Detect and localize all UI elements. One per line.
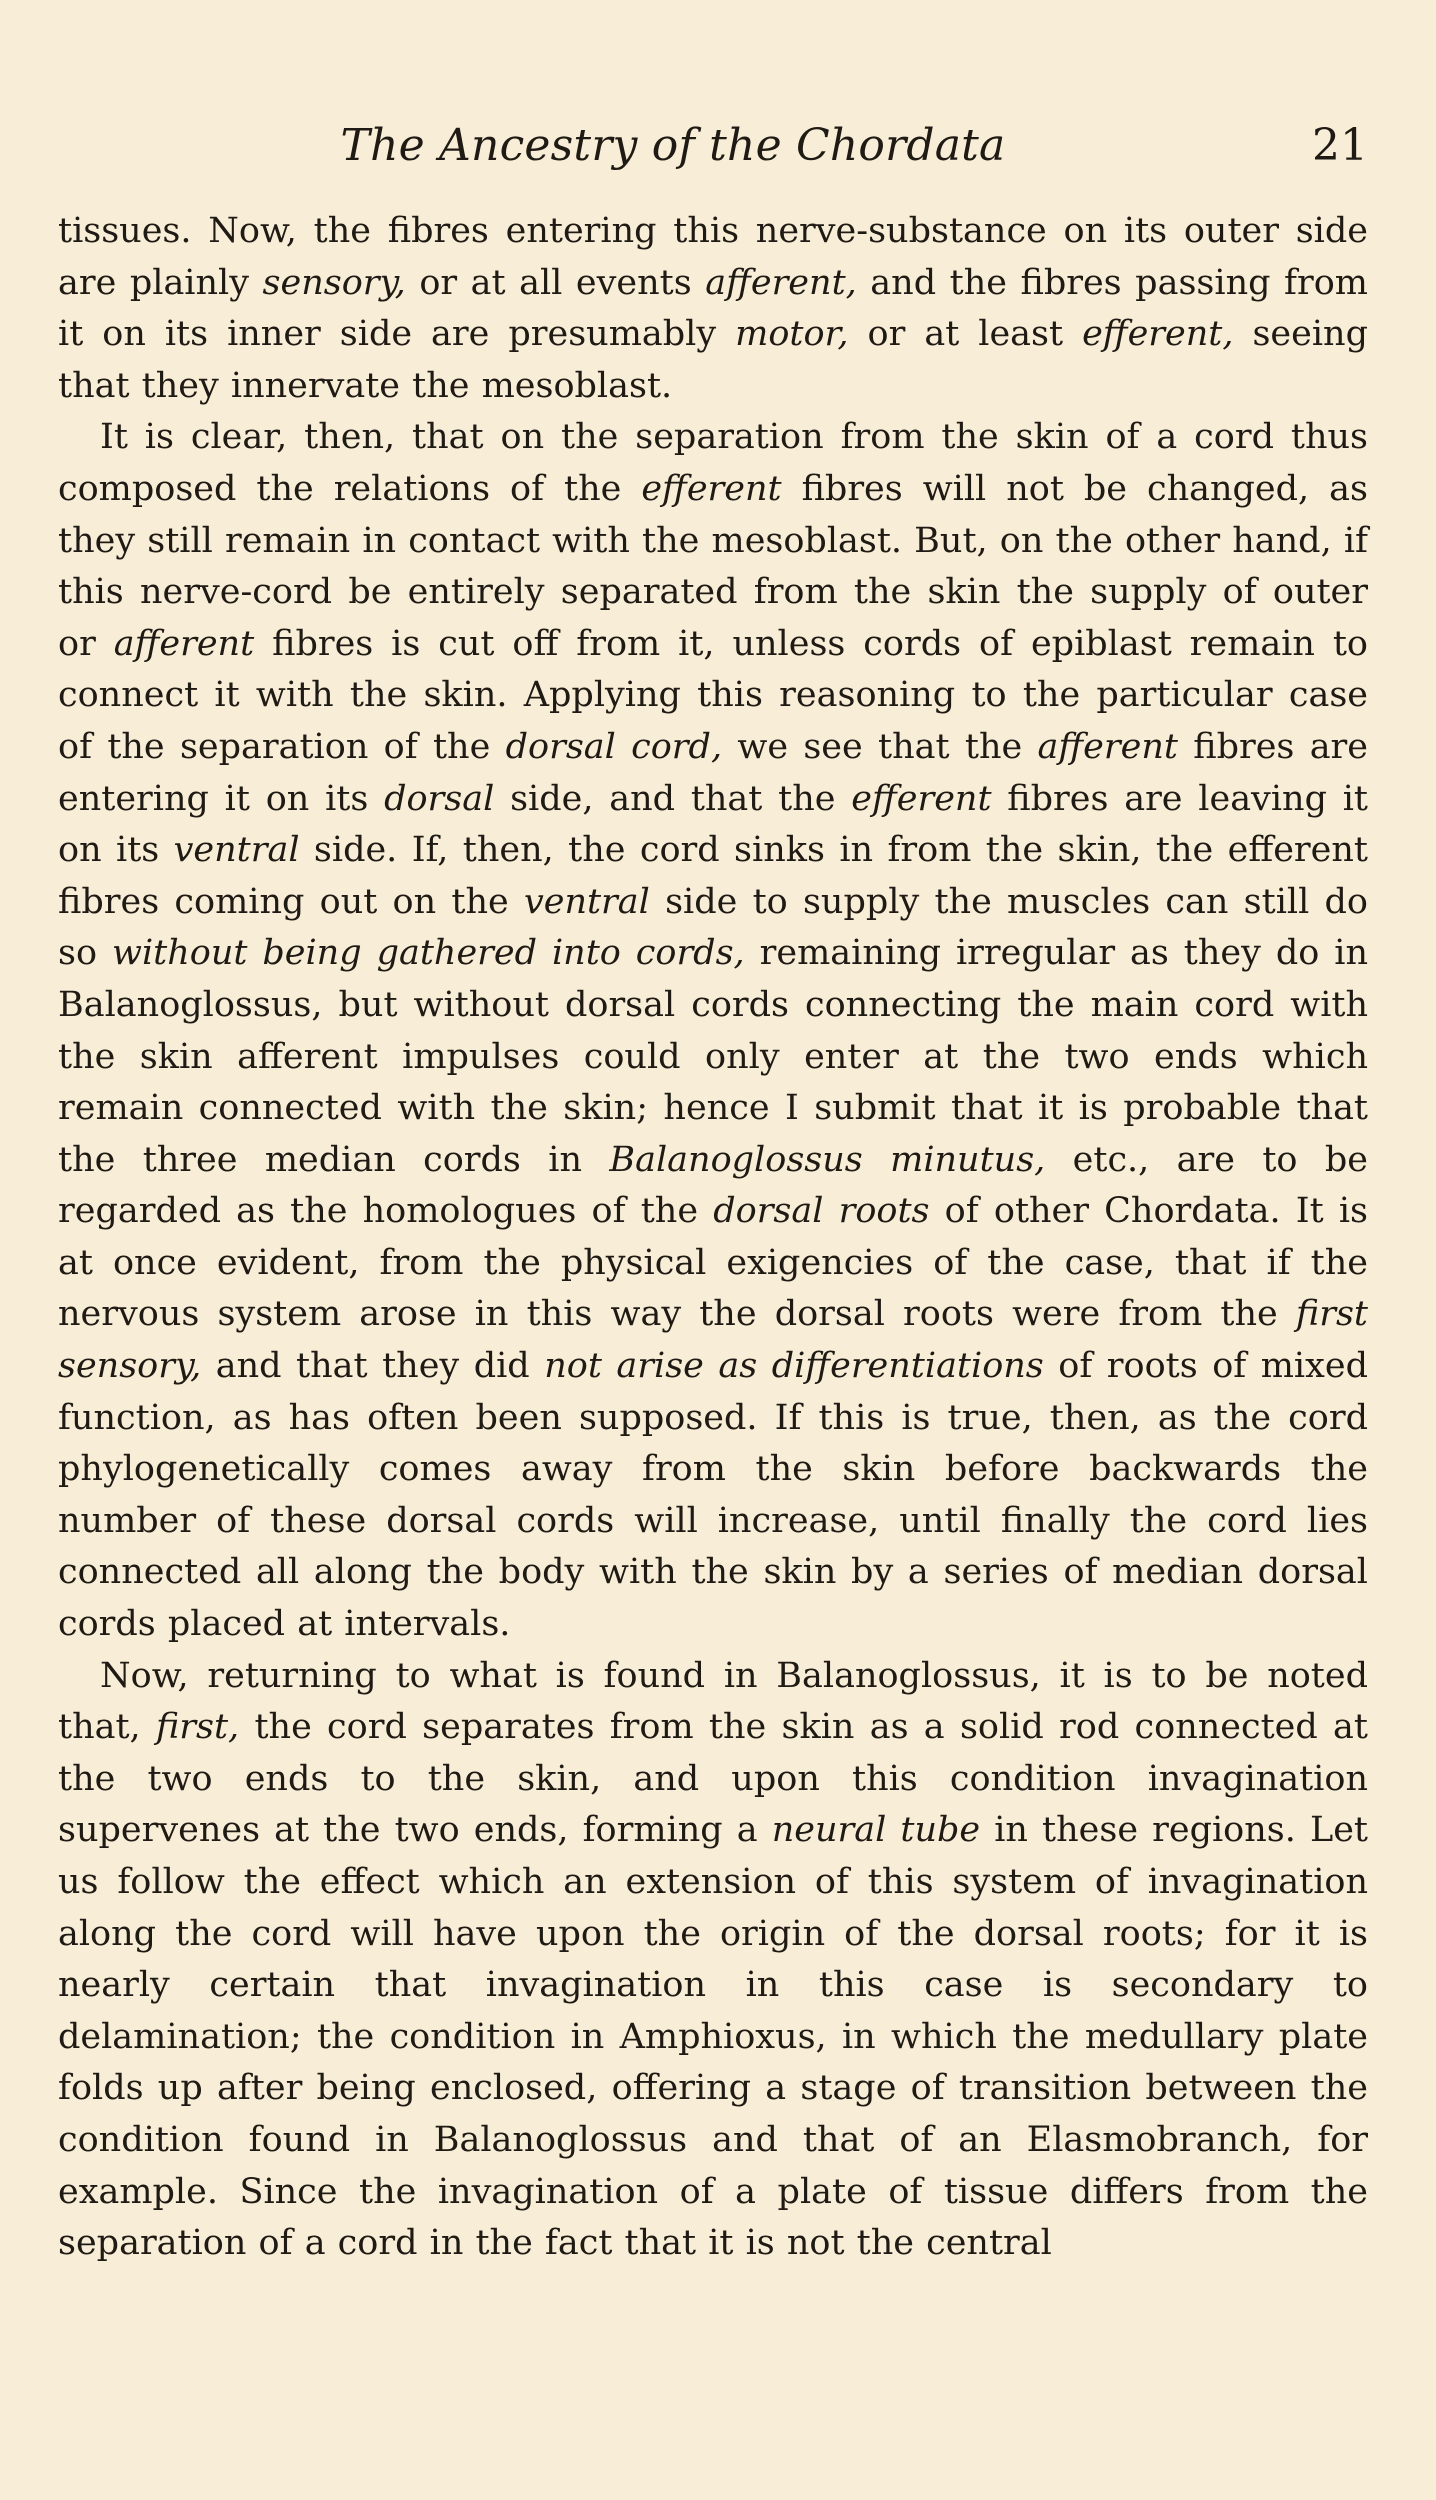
italic-phrase: dorsal roots: [713, 1191, 930, 1232]
text-run: side, and that the: [494, 778, 852, 819]
text-run: remaining irregular as they do in Balanoglossus, but without dorsal cords connecting the main cord with the skin afferent impulses could only enter at the two ends which remain connected with the skin; hence I submit that it is probable that the three median cords in: [58, 933, 1368, 1180]
italic-phrase: without being gathered into cords,: [111, 933, 745, 974]
running-title: The Ancestry of the Chordata: [340, 120, 1006, 171]
text-run: It is clear, then, that on the separation from the skin of a cord thus composed the relations of the: [58, 417, 1368, 509]
text-run: etc., are to be regarded as the homologues of the: [58, 1139, 1369, 1232]
text-run: side to supply the muscles can still do so: [58, 881, 1368, 974]
text-run: the cord separates from the skin as a solid rod connected at the two ends to the skin, and upon this condition invagination supervenes at the two ends, forming a: [58, 1707, 1368, 1851]
text-run: seeing that they innervate the mesoblast.: [58, 314, 1368, 406]
text-run: in these regions. Let us follow the effect which an extension of this system of invagination along the cord will have upon the origin of the dorsal roots; for it is nearly certain that invagination in this case is secondary to delamination; the condition in Amphioxus, in which the medullary plate folds up after being enclosed, offering a stage of transition between the condition found in Balanoglossus and that of an Elasmobranch, for example. Since the invagination of a plate of tissue differs from the separation of a cord in the fact that it is not the central: [58, 1810, 1368, 2264]
text-run: fibres are leaving it on its: [58, 778, 1369, 871]
paragraph-1: [58, 206, 1368, 412]
italic-phrase: ventral: [173, 830, 300, 871]
text-run: fibres are entering it on its: [58, 726, 1369, 819]
text-run: or at least: [848, 314, 1083, 355]
italic-phrase: afferent: [1037, 726, 1178, 767]
text-run: of other Chordata. It is at once evident, from the physical exigencies of the case, that if the nervous system arose in this way the dorsal roots were from the: [58, 1191, 1368, 1335]
text-run: side. If, then, the cord sinks in from the skin, the efferent fibres coming out on the: [58, 830, 1368, 922]
text-run: and the fibres passing from it on its inner side are presumably: [58, 262, 1368, 355]
italic-phrase: ventral: [523, 881, 650, 922]
paragraph-2: [58, 412, 1368, 1650]
italic-phrase: dorsal cord,: [505, 726, 723, 767]
text-run: fibres will not be changed, as they still remain in contact with the mesoblast. But, on the other hand, if this nerve-cord be entirely separated from the skin the supply of outer or: [58, 468, 1368, 664]
italic-phrase: afferent: [113, 623, 255, 664]
text-run: Now, returning to what is found in Balanoglossus, it is to be noted that,: [58, 1655, 1368, 1748]
page-header: [58, 116, 1368, 186]
italic-phrase: first sensory,: [58, 1294, 1368, 1387]
italic-phrase: efferent: [851, 778, 992, 819]
italic-phrase: Balanoglossus minutus,: [609, 1139, 1046, 1180]
text-run: or at all events: [405, 262, 706, 303]
italic-phrase: neural tube: [771, 1810, 981, 1851]
italic-phrase: efferent,: [1082, 314, 1234, 355]
text-run: fibres is cut off from it, unless cords of epiblast remain to connect it with the skin. Applying this reasoning to the particular case of the separation of the: [58, 623, 1368, 767]
text-run: and that they did: [201, 1346, 545, 1387]
text-run: of roots of mixed function, as has often been supposed. If this is true, then, as the cord phylogenetically comes away from the skin before backwards the number of these dorsal cords will increase, until finally the cord lies connected all along the body with the skin by a series of median dorsal cords placed at intervals.: [58, 1346, 1368, 1645]
italic-phrase: sensory,: [262, 262, 406, 303]
text-run: we see that the: [722, 726, 1038, 767]
paragraph-3: [58, 1651, 1368, 2270]
text-run: tissues. Now, the fibres entering this nerve-substance on its outer side are plainly: [58, 211, 1368, 303]
italic-phrase: efferent: [641, 468, 782, 509]
italic-phrase: afferent,: [705, 262, 857, 303]
body-text: [58, 206, 1368, 2270]
italic-phrase: first,: [155, 1707, 240, 1748]
italic-phrase: not arise as differentiations: [544, 1346, 1044, 1387]
italic-phrase: dorsal: [384, 778, 495, 819]
book-page: [58, 116, 1368, 2270]
italic-phrase: motor,: [735, 314, 849, 355]
page-number: 21: [1312, 120, 1368, 171]
